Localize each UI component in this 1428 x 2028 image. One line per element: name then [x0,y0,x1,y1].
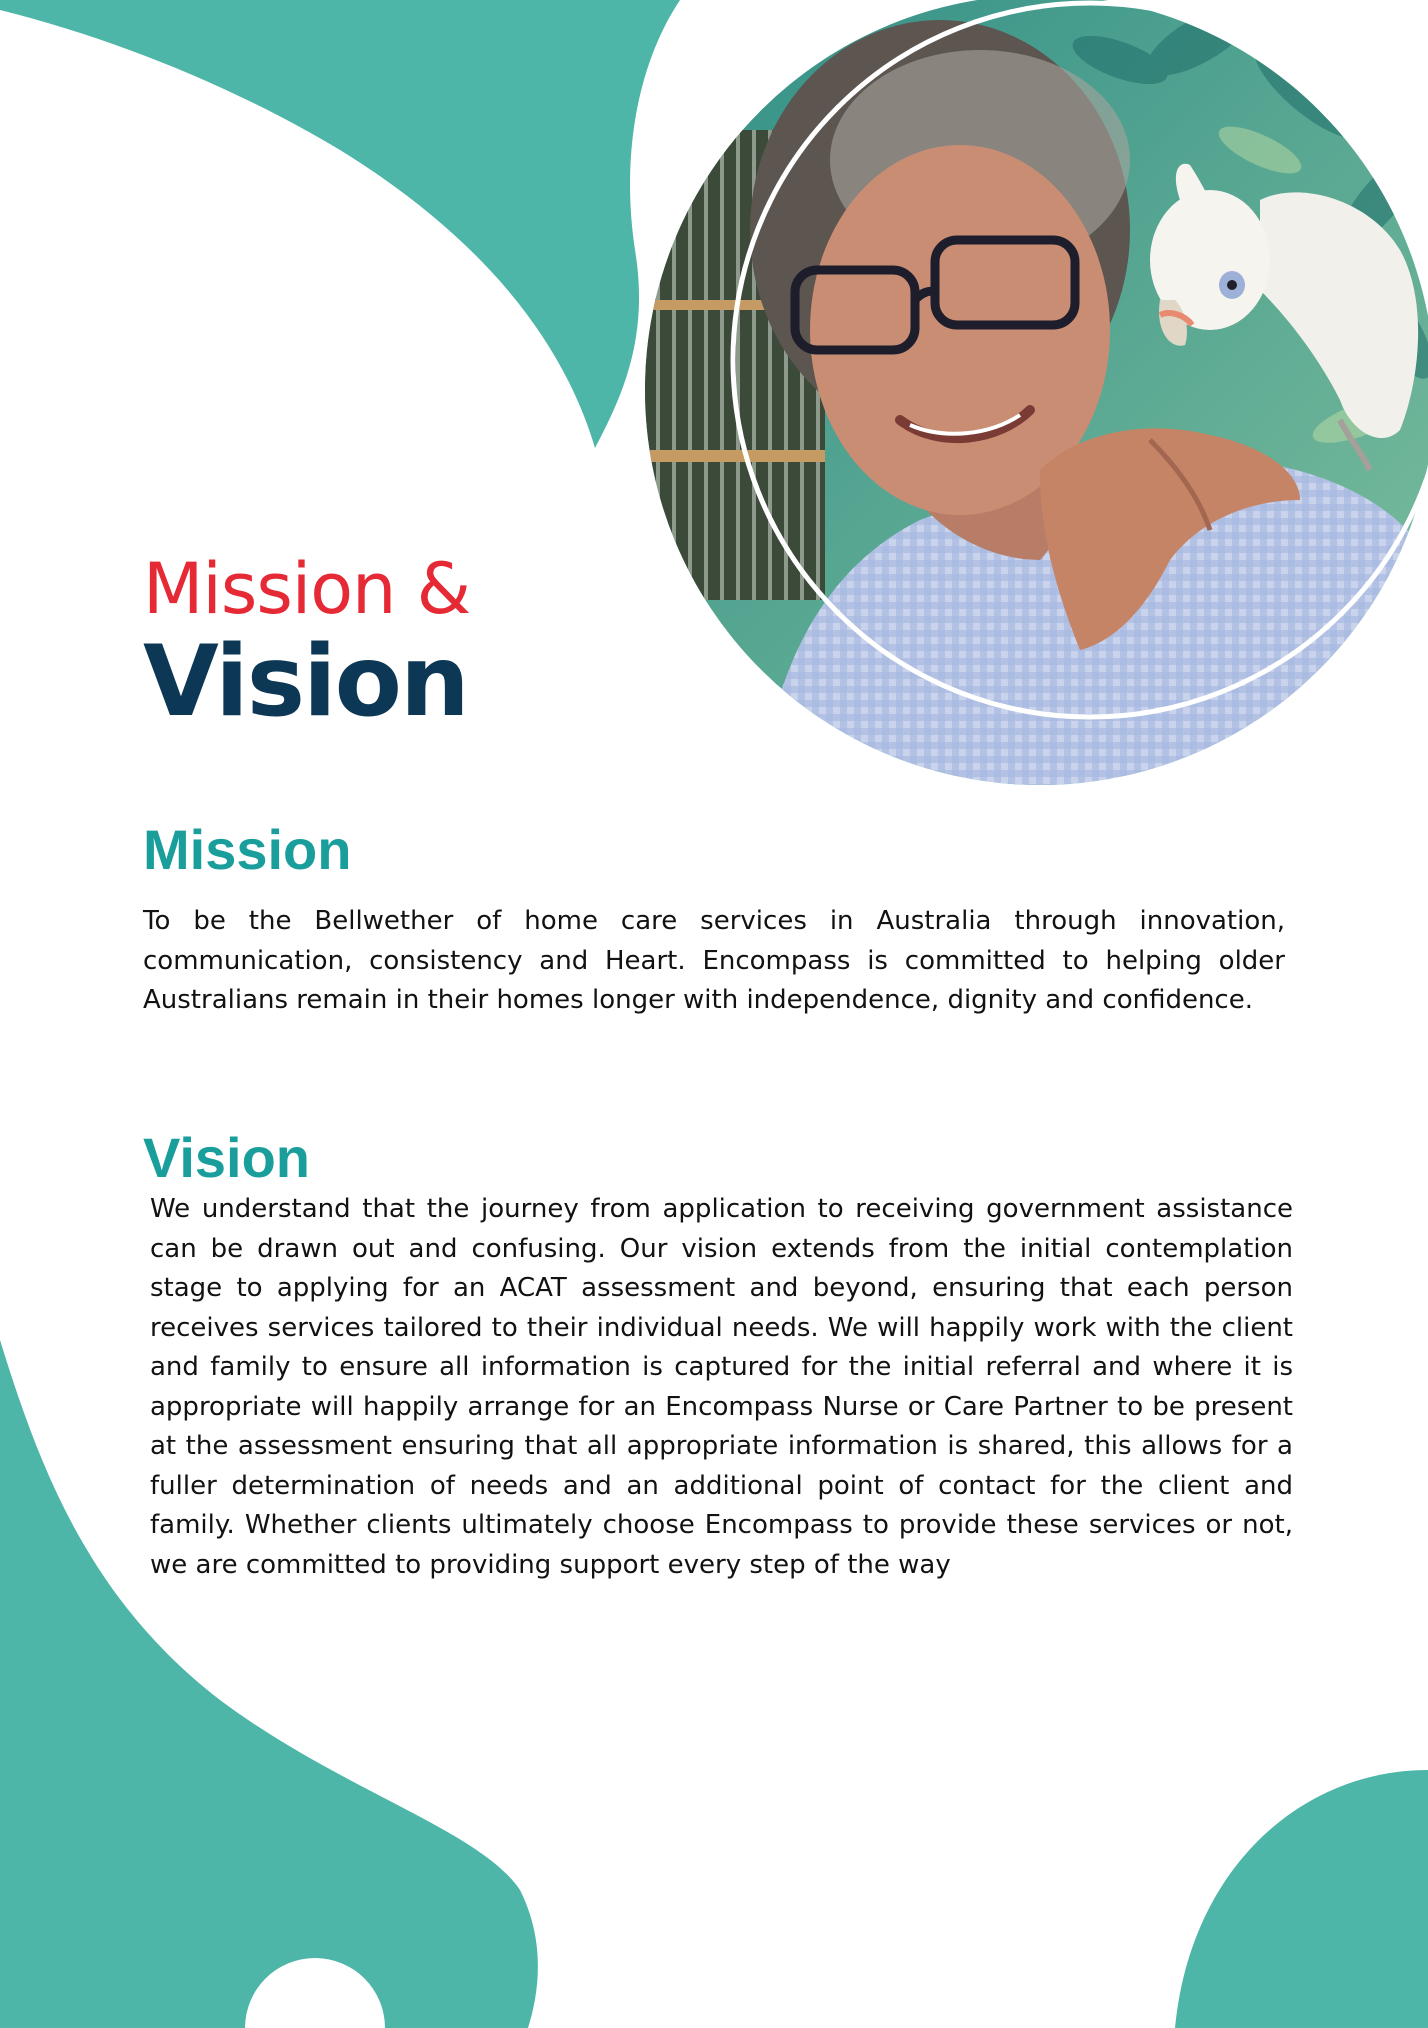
vision-section [143,1126,1293,1585]
page-title [143,545,663,739]
mission-section [143,818,1285,1021]
vision-heading: Vision [143,1126,311,1189]
vision-body: We understand that the journey from application to receiving government assistance can be drawn out and confusing. Our vision extends from the initial contemplation stage to applying for an ACAT assessment and beyond, ensuring that each person receives services tailored to their individual needs. We will happily work with the client and family to ensure all information is captured for the initial referral and where it is appropriate will happily arrange for an Encompass Nurse or Care Partner to be present at the assessment ensuring that all appropriate information is shared, this allows for a fuller determination of needs and an additional point of contact for the client and family. Whether clients ultimately choose Encompass to provide these services or not, we are committed to providing support every step of the way [150,1194,1293,1580]
photo-woman-with-cockatoo [625,0,1428,785]
corner-circle-shape [1175,1770,1428,2028]
mission-heading: Mission [143,818,352,881]
title-vision: Vision [143,625,468,739]
top-swoosh-shape [0,0,680,448]
mission-body: To be the Bellwether of home care services in Australia through innovation, communication, consistency and Heart. Encompass is committed to helping older Australians remain in their homes longer with independence, dignity and confidence. [143,906,1285,1015]
title-mission-amp: Mission & [143,548,471,630]
